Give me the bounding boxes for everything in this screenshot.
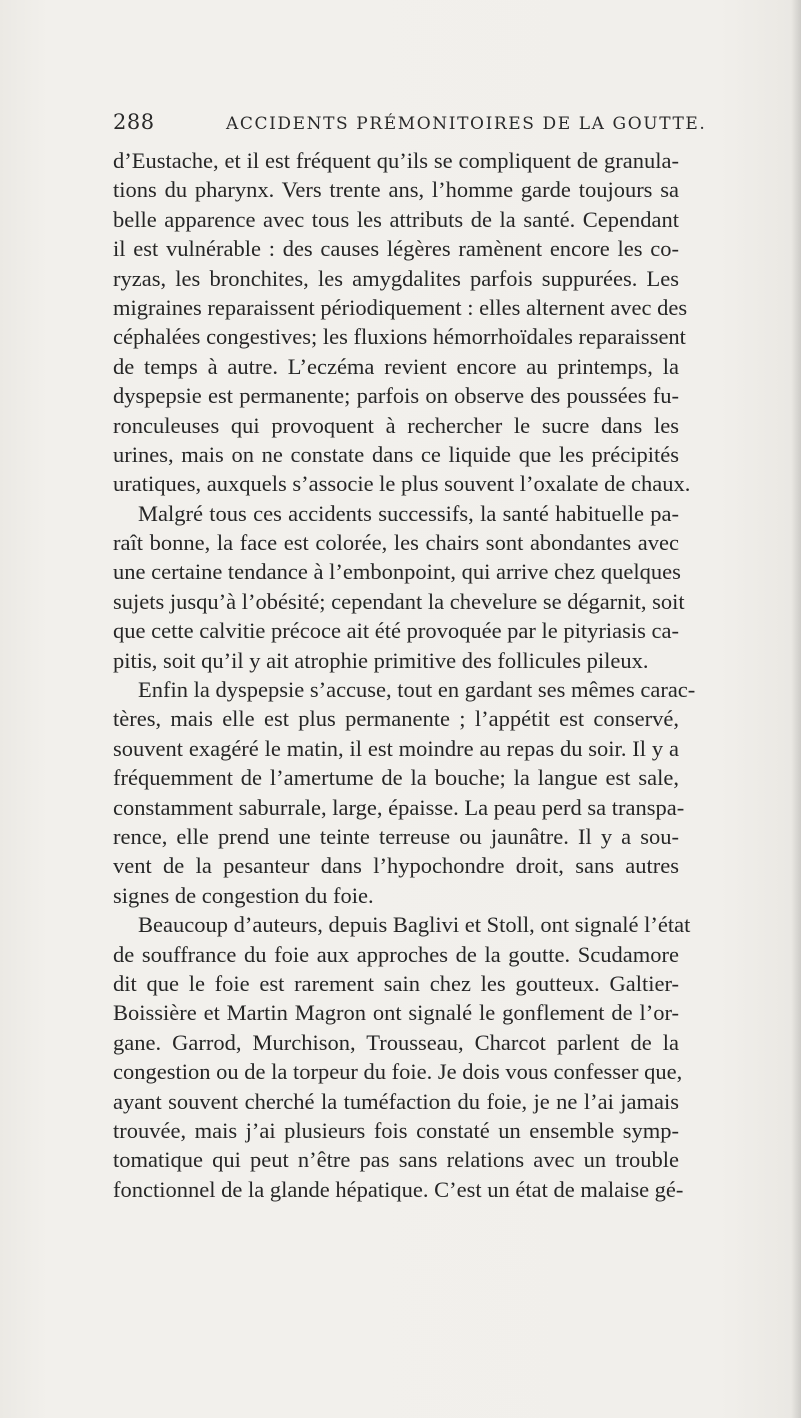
body-text bbox=[113, 146, 696, 1204]
text-line: que cette calvitie précoce ait été provoquée par le pityriasis ca- bbox=[113, 618, 679, 644]
text-line: une certaine tendance à l’embonpoint, qui arrive chez quelques bbox=[113, 559, 681, 585]
text-line: Enfin la dyspepsie s’accuse, tout en gardant ses mêmes carac- bbox=[138, 677, 696, 703]
text-line: il est vulnérable : des causes légères ramènent encore les co- bbox=[113, 236, 679, 262]
text-line: ronculeuses qui provoquent à rechercher le sucre dans les bbox=[113, 412, 679, 438]
text-line: dit que le foie est rarement sain chez les goutteux. Galtier- bbox=[113, 970, 679, 996]
text-line: tères, mais elle est plus permanente ; l’appétit est conservé, bbox=[113, 706, 679, 732]
text-line: dyspepsie est permanente; parfois on observe des poussées fu- bbox=[113, 383, 679, 409]
text-line: souvent exagéré le matin, il est moindre au repas du soir. Il y a bbox=[113, 735, 679, 761]
text-line: ryzas, les bronchites, les amygdalites parfois suppurées. Les bbox=[113, 265, 679, 291]
text-line: tions du pharynx. Vers trente ans, l’homme garde toujours sa bbox=[113, 177, 679, 203]
text-line: migraines reparaissent périodiquement : elles alternent avec des bbox=[113, 294, 688, 320]
text-line: fréquemment de l’amertume de la bouche; la langue est sale, bbox=[113, 765, 679, 791]
text-line: sujets jusqu’à l’obésité; cependant la chevelure se dégarnit, soit bbox=[113, 588, 685, 614]
text-line: tomatique qui peut n’être pas sans relations avec un trouble bbox=[113, 1147, 679, 1173]
page-edge-shadow bbox=[791, 0, 801, 1418]
text-line: fonctionnel de la glande hépatique. C’est un état de malaise gé- bbox=[113, 1176, 684, 1202]
text-line: d’Eustache, et il est fréquent qu’ils se compliquent de granula- bbox=[113, 148, 679, 173]
text-line: pitis, soit qu’il y ait atrophie primitive des follicules pileux. bbox=[113, 647, 649, 673]
text-line: signes de congestion du foie. bbox=[113, 882, 374, 908]
text-line: Boissière et Martin Magron ont signalé le gonflement de l’or- bbox=[113, 1000, 679, 1026]
page-header bbox=[113, 104, 707, 144]
running-head: ACCIDENTS PRÉMONITOIRES DE LA GOUTTE. bbox=[226, 114, 707, 134]
text-line: congestion ou de la torpeur du foie. Je dois vous confesser que, bbox=[113, 1059, 683, 1085]
text-line: urines, mais on ne constate dans ce liquide que les précipités bbox=[113, 441, 679, 467]
text-line: gane. Garrod, Murchison, Trousseau, Charcot parlent de la bbox=[113, 1029, 679, 1055]
text-line: de temps à autre. L’eczéma revient encore au printemps, la bbox=[113, 353, 679, 379]
text-line: belle apparence avec tous les attributs de la santé. Cependant bbox=[113, 206, 679, 232]
text-line: Beaucoup d’auteurs, depuis Baglivi et Stoll, ont signalé l’état bbox=[138, 912, 691, 938]
text-line: céphalées congestives; les fluxions hémorrhoïdales reparaissent bbox=[113, 324, 686, 350]
text-line: ayant souvent cherché la tuméfaction du foie, je ne l’ai jamais bbox=[113, 1088, 679, 1114]
text-line: Malgré tous ces accidents successifs, la santé habituelle pa- bbox=[138, 500, 679, 526]
text-line: trouvée, mais j’ai plusieurs fois constaté un ensemble symp- bbox=[113, 1117, 679, 1143]
text-line: uratiques, auxquels s’associe le plus souvent l’oxalate de chaux. bbox=[113, 471, 691, 497]
page-number: 288 bbox=[113, 110, 155, 134]
text-line: de souffrance du foie aux approches de la goutte. Scudamore bbox=[113, 941, 679, 967]
text-line: vent de la pesanteur dans l’hypochondre droit, sans autres bbox=[113, 853, 679, 879]
text-line: constamment saburrale, large, épaisse. La peau perd sa transpa- bbox=[113, 794, 685, 820]
text-line: raît bonne, la face est colorée, les chairs sont abondantes avec bbox=[113, 530, 679, 556]
text-line: rence, elle prend une teinte terreuse ou jaunâtre. Il y a sou- bbox=[113, 823, 679, 849]
